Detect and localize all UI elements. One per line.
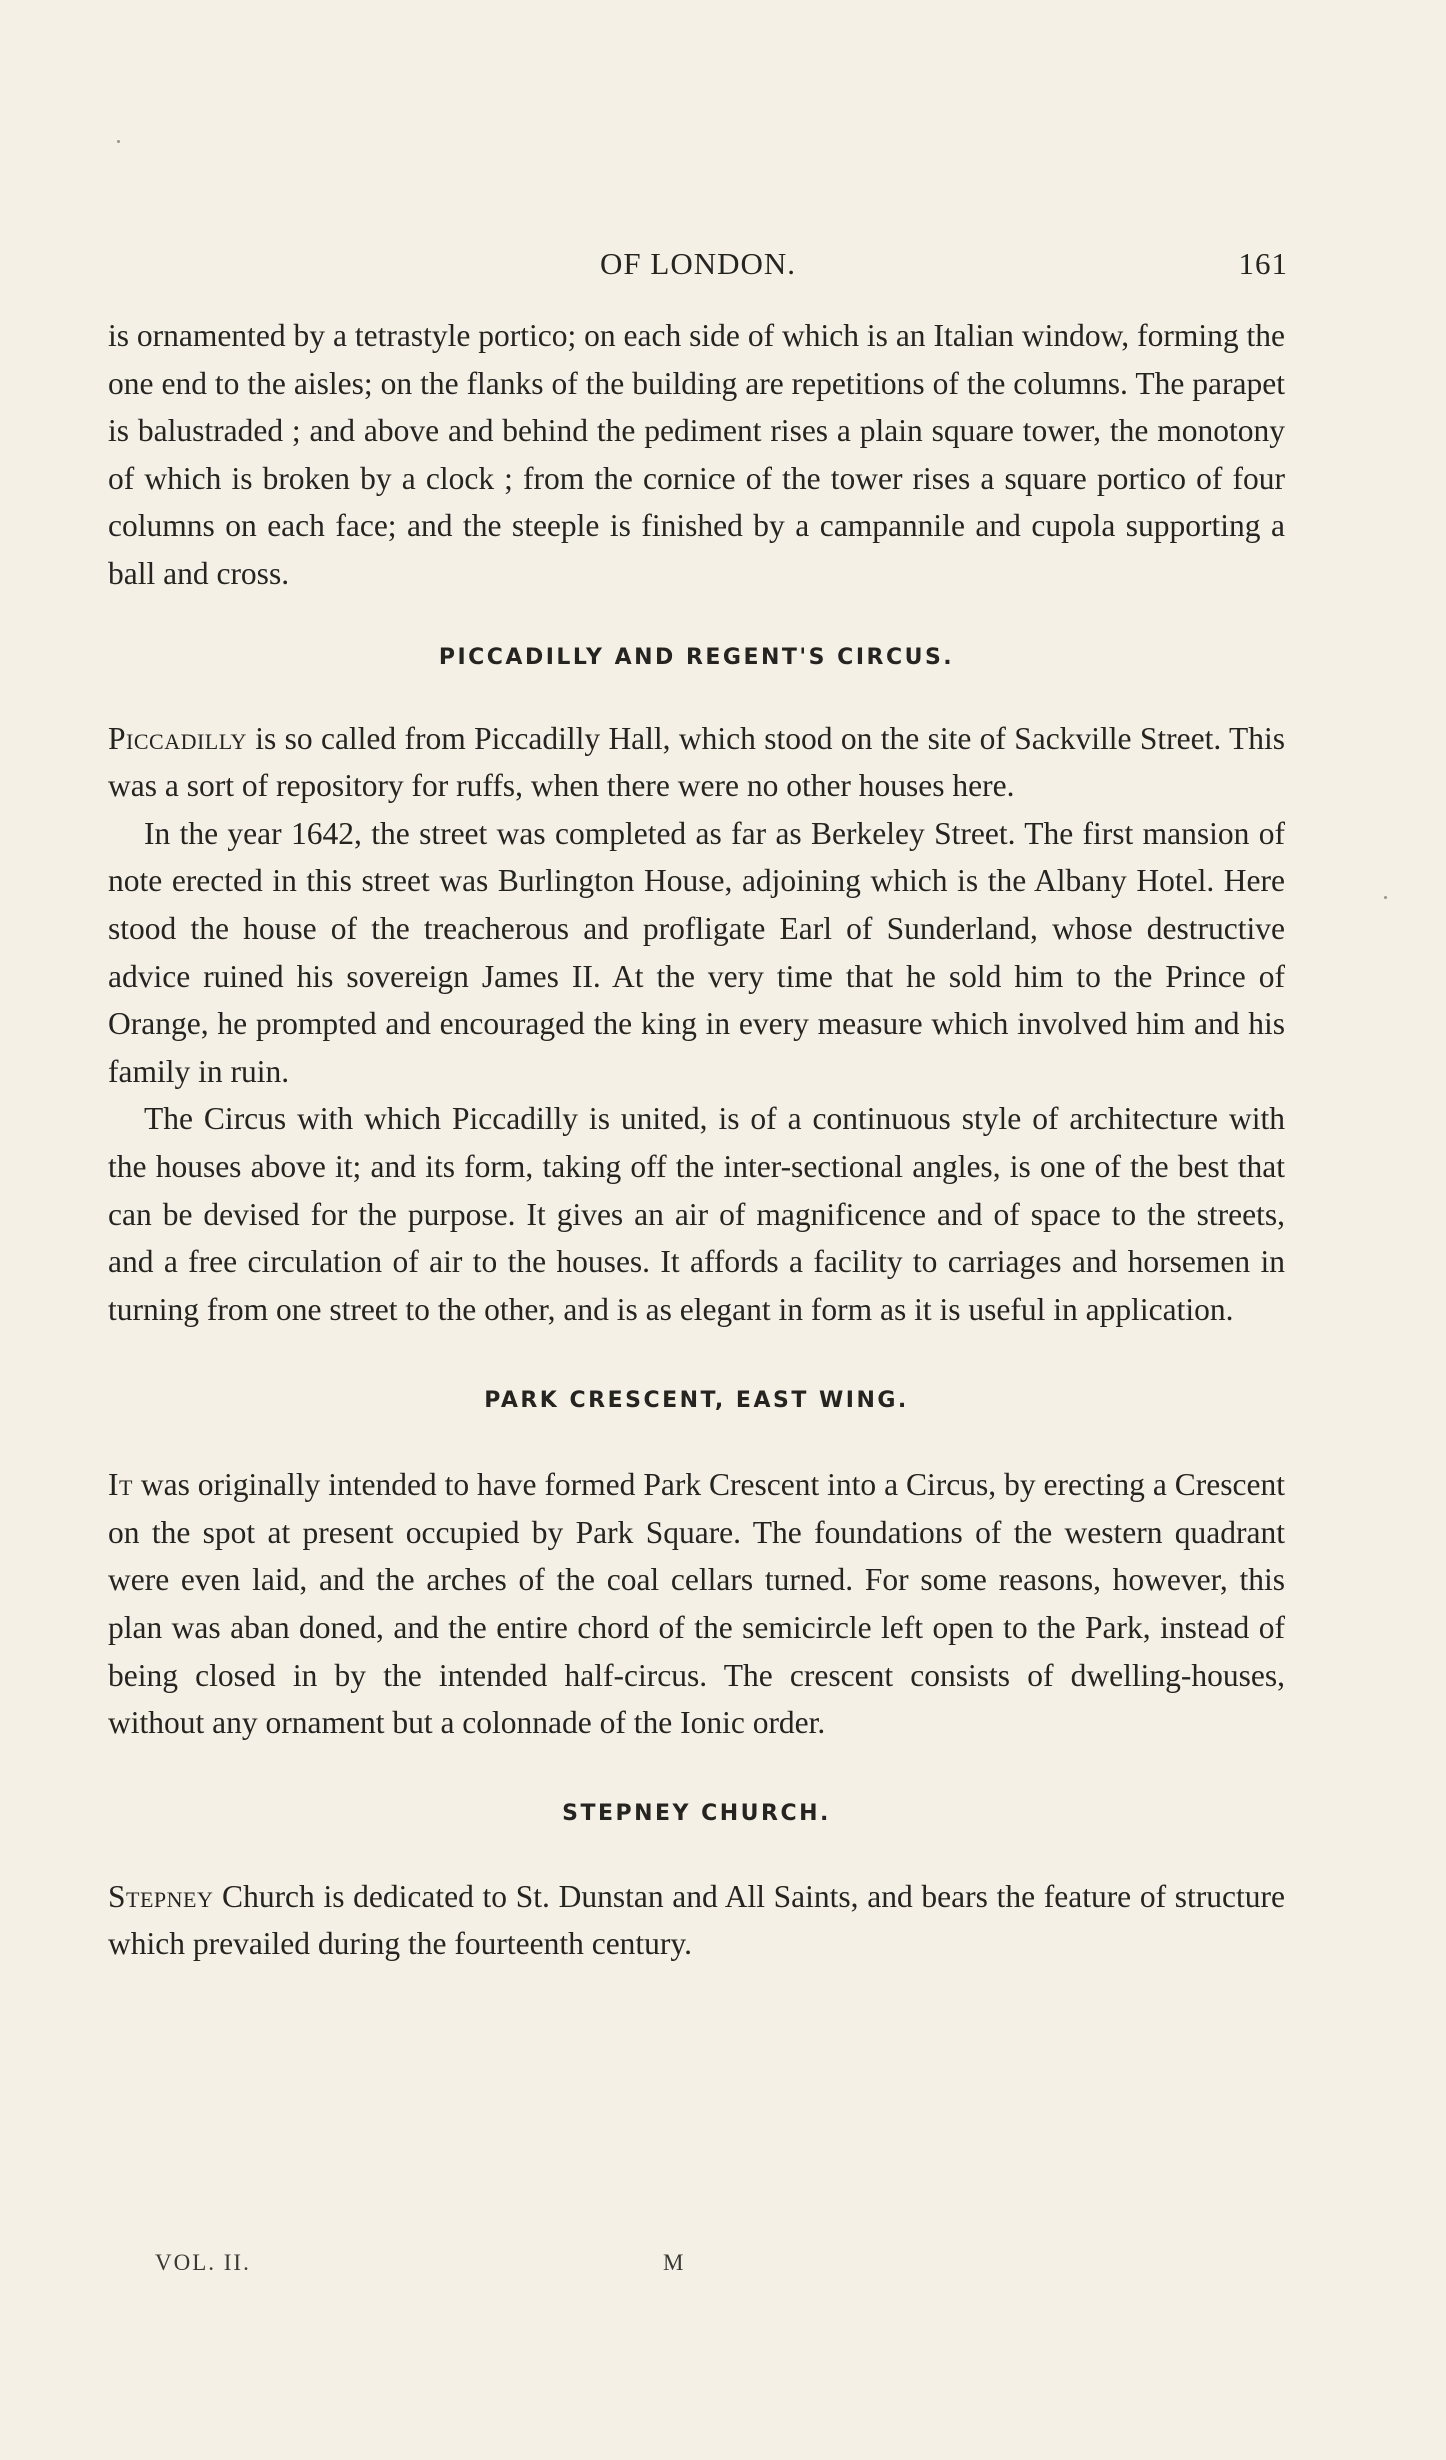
stepney-lead-word: Stepney [108,1878,214,1914]
section-heading-piccadilly: PICCADILLY AND REGENT'S CIRCUS. [438,644,955,670]
text-block [108,312,1285,1968]
park-crescent-lead-word: It [108,1467,133,1503]
park-crescent-paragraph-text: was originally intended to have formed Park Crescent into a Circus, by erecting a Crescent on the spot at present occupied by Park Square. The foundations of the western quadrant were even laid, and the arches of the coal cellars turned. For some reasons, however, this plan was aban doned, and the entire chord of the semicircle left open to the Park, instead of being closed in by the intended half-circus. The crescent consists of dwelling-houses, without any ornament but a colonnade of the Ionic order. [108,1467,1285,1741]
piccadilly-paragraph-1 [108,715,1285,810]
piccadilly-lead-word: Piccadilly [108,720,247,756]
page-footer [155,2250,855,2290]
stepney-paragraph-text: Church is dedicated to St. Dunstan and All Saints, and bears the feature of structure which prevailed during the fourteenth century. [108,1878,1285,1962]
volume-label: VOL. II. [155,2250,251,2275]
stepney-paragraph [108,1873,1285,1968]
paper-speck [1384,896,1387,899]
piccadilly-paragraph-2: In the year 1642, the street was completed as far as Berkeley Street. The first mansion of note erected in this street was Burlington House, adjoining which is the Albany Hotel. Here stood the house of the treacherous and profligate Earl of Sunderland, whose destructive advice ruined his sovereign James II. At the very time that he sold him to the Prince of Orange, he prompted and encouraged the king in every measure which involved him and his family in ruin. [108,815,1285,1089]
running-head [108,246,1288,290]
park-crescent-paragraph [108,1461,1285,1747]
running-title: OF LONDON. [600,246,796,281]
paper-speck [117,140,120,143]
intro-paragraph: is ornamented by a tetrastyle portico; on each side of which is an Italian window, forming the one end to the aisles; on the flanks of the building are repetitions of the columns. The parapet is balustraded ; and above and behind the pediment rises a plain square tower, the monotony of which is broken by a clock ; from the cornice of the tower rises a square portico of four columns on each face; and the steeple is finished by a campannile and cupola supporting a ball and cross. [108,318,1285,591]
page-number: 161 [1238,246,1288,281]
piccadilly-paragraph-3: The Circus with which Piccadilly is united, is of a continuous style of architecture with the houses above it; and its form, taking off the inter-sectional angles, is one of the best that can be devised for the purpose. It gives an air of magnificence and of space to the streets, and a free circulation of air to the houses. It affords a facility to carriages and horsemen in turning from one street to the other, and is as elegant in form as it is useful in application. [108,1101,1285,1327]
section-heading-park-crescent: PARK CRESCENT, EAST WING. [484,1388,909,1414]
section-heading-stepney: STEPNEY CHURCH. [562,1800,831,1826]
signature-mark: M [663,2250,686,2275]
piccadilly-paragraph-1-text: is so called from Piccadilly Hall, which stood on the site of Sackville Street. This was a sort of repository for ruffs, when there were no other houses here. [108,720,1285,804]
